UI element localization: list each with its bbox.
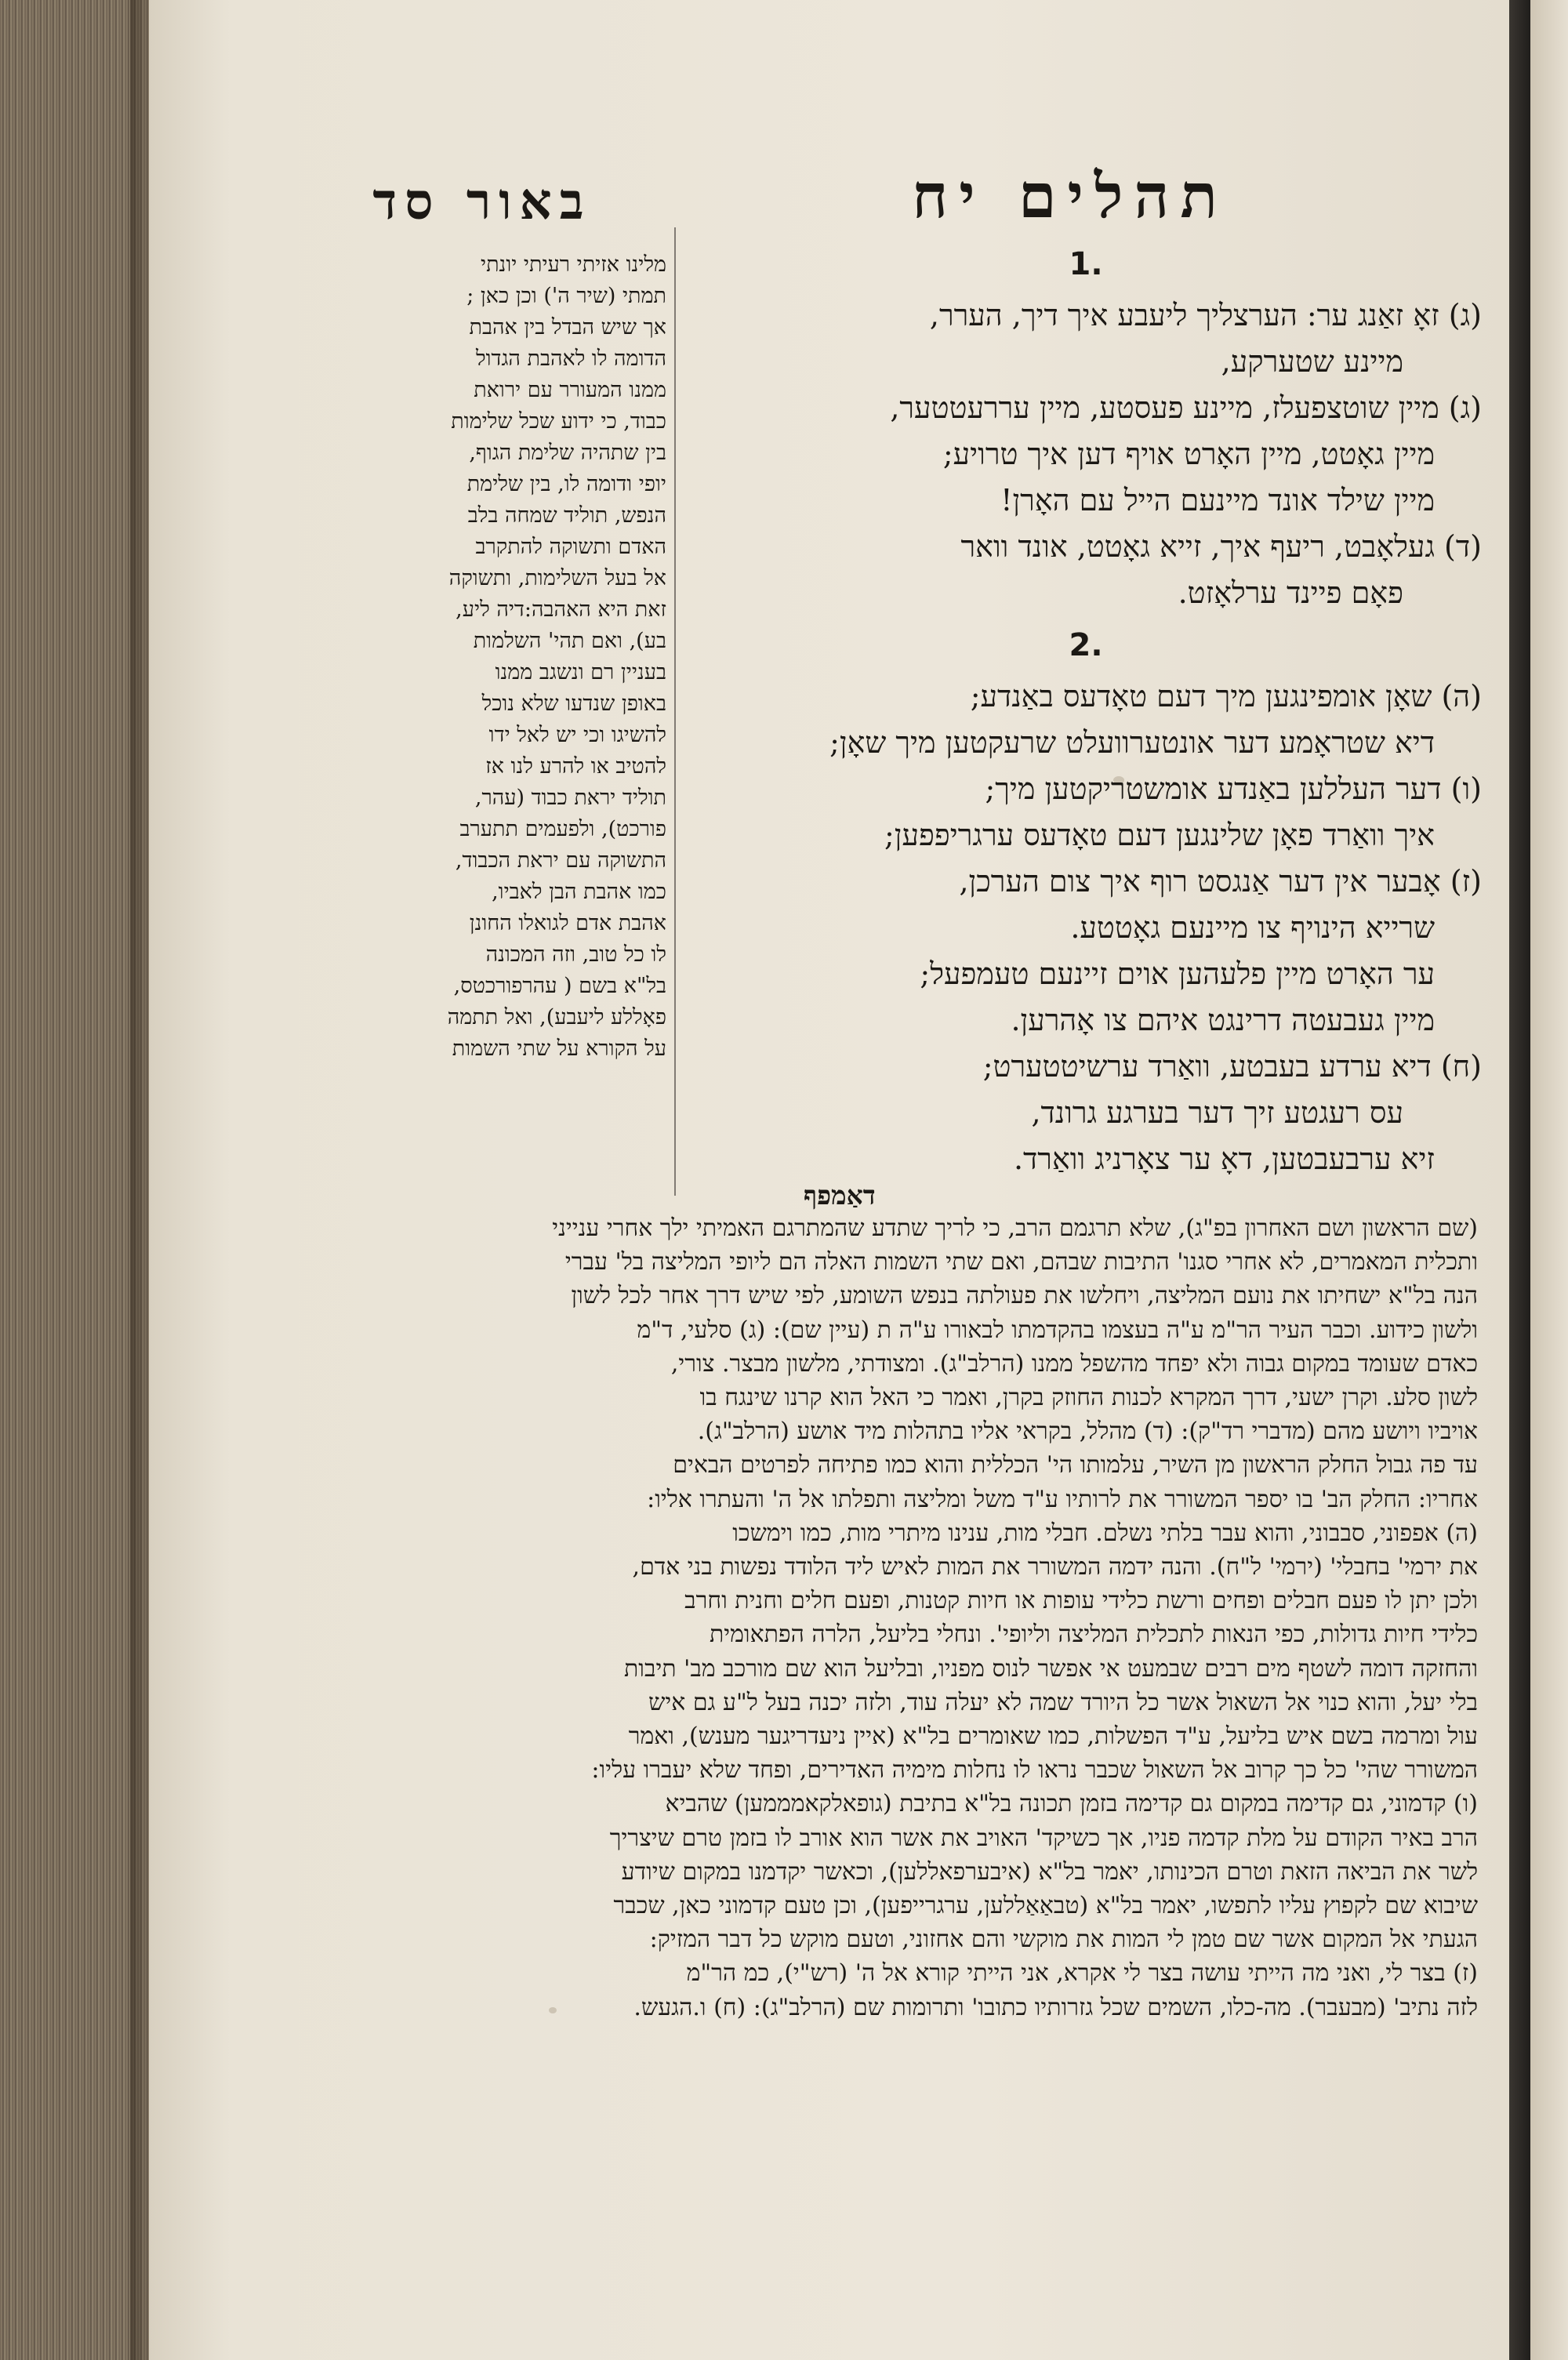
commentary-line: תמתי (שיר ה') וכן כאן ;: [466, 284, 666, 308]
verse-line: דיא שטראָמע דער אונטערוועלט שרעקטען מיך שאָן;: [829, 725, 1435, 760]
commentary-line: לשר את הביאה הזאת וטרם הכינותו, יאמר בל"א (איבערפאללען), וכאשר יקדמנו במקום שיודע: [621, 1857, 1478, 1886]
commentary-line: כלידי חיות גדולות, כפי הנאות לתכלית המליצה וליופי'. ונחלי בליעל, הלרה הפתאומית: [709, 1621, 1478, 1649]
commentary-line: (ז) בצר לי, ואני מה הייתי עושה בצר לי אקרא, אני הייתי קורא אל ה' (רש"י), כמ הר"מ: [686, 1959, 1478, 1988]
commentary-line: כאדם שעומד במקום גבוה ולא יפחד מהשפל ממנו (הרלב"ג). ומצודתי, מלשון מבצר. צורי,: [670, 1349, 1478, 1378]
section-number: 2.: [1069, 627, 1103, 663]
commentary-line: ממנו המעורר עם ירואת: [474, 378, 666, 402]
commentary-line: בין שתהיה שלימת הגוף,: [469, 441, 666, 465]
verse-line: שרייא הינויף צו מיינעם גאָטטע.: [1070, 910, 1435, 945]
running-title: תהלים יח: [912, 161, 1229, 232]
commentary-line: להטיב או להרע לנו אז: [485, 754, 666, 779]
verse-line: (ז) אָבער אין דער אַנגסט רוף איך צום הערכן,: [959, 864, 1482, 899]
verse-line: ער האָרט מיין פלעהען אוים זיינעם טעמפעל;: [920, 957, 1435, 991]
verse-line: (ח) דיא ערדע בעבטע, וואַרד ערשיטטערט;: [982, 1049, 1482, 1084]
commentary-line: לו כל טוב, וזה המכונה: [485, 942, 666, 967]
commentary-line: באופן שנדעו שלא נוכל: [481, 692, 666, 716]
verse-line: מיינע שטערקע,: [1221, 344, 1403, 379]
commentary-line: הרב באיר הקודם על מלת קדמה פניו, אך כשיקד' האויב את אשר הוא אורב לו בזמן טרם שיצריך: [609, 1824, 1478, 1852]
commentary-line: האדם ותשוקה להתקרב: [475, 535, 666, 559]
lower-commentary: [345, 1211, 1478, 2024]
commentary-line: (ה) אפפוני, סבבוני, והוא עבר בלתי נשלם. חבלי מות, ענינו מיתרי מות, כמו וימשכו: [732, 1519, 1478, 1547]
commentary-line: את ירמי' בחבלי' (ירמי' ל"ח). והנה ידמה המשורר את המות לאיש ליד הלודד נפשות בני אדם,: [632, 1553, 1478, 1581]
commentary-line: מלינו אזיתי רעיתי יונתי: [481, 252, 666, 277]
commentary-line: על הקורא על שתי השמות: [452, 1037, 666, 1061]
commentary-line: (ו) קדמוני, גם קדימה במקום גם קדימה בזמן תכונה בל"א בתיבת (גופאלקאמממען) שהביא: [665, 1790, 1478, 1818]
commentary-line: עד פה גבול החלק הראשון מן השיר, עלמותו הי' הכללית והוא כמו פתיחה לפרטים הבאים: [673, 1451, 1478, 1480]
verse-line: (ג) מיין שוטצפעלז, מיינע פעסטע, מיין עררעטטער,: [890, 390, 1482, 425]
verse-line: מיין שילד אונד מיינעם הייל עם האָרן!: [1000, 483, 1435, 517]
commentary-line: עול ומרמה בשם איש בליעל, ע"ד הפשלות, כמו שאומרים בל"א (איין ניעדריגער מענש), ואמר: [628, 1723, 1478, 1751]
side-commentary: [337, 249, 666, 1065]
verse-line: עס רעגטע זיך דער בערגע גרונד,: [1031, 1095, 1403, 1130]
verse-line: מיין גאָטט, מיין האָרט אויף דען איך טרויע;: [942, 437, 1435, 471]
commentary-line: כמו אהבת הבן לאביו,: [492, 880, 666, 904]
column-divider: [674, 227, 676, 1196]
main-text-column: [690, 235, 1482, 1182]
commentary-line: בע), ואם תהי' השלמות: [473, 629, 666, 653]
verse-line: איך וואַרד פאָן שלינגען דעם טאָדעס ערגריפפען;: [884, 818, 1435, 852]
verse-line: (ה) שאָן אומפינגען מיך דעם טאָדעס באַנדע;: [970, 679, 1482, 713]
verse-line: (ד) געלאָבט, ריעף איך, זייא גאָטט, אונד וואר: [960, 529, 1482, 564]
commentary-line: והחזקה דומה לשטף מים רבים שבמעט אי אפשר לנוס מפניו, ובליעל הוא שם מורכב מב' תיבות: [624, 1654, 1478, 1683]
commentary-line: כבוד, כי ידוע שכל שלימות: [451, 409, 666, 434]
commentary-line: ותכלית המאמרים, לא אחרי סגנו' התיבות שבהם, ואם שתי השמות האלה הם ליופי המליצה בל' עברי: [564, 1248, 1478, 1276]
commentary-line: (שם הראשון ושם האחרון בפ"ג), שלא תרגמם הרב, כי לריך שתדע שהמתרגם האמיתי ילך אחרי ענייני: [552, 1214, 1478, 1242]
verse-line: מיין געבעטה דרינגט איהם צו אָהרען.: [1011, 1003, 1435, 1037]
commentary-line: ולכן יתן לו פעם חבלים ופחים ורשת כלידי עופות או חיות קטנות, ופעם חלים וחנית וחרב: [684, 1587, 1478, 1615]
verse-line: זיא ערבעבטען, דאָ ער צאָרניג וואַרד.: [1013, 1142, 1435, 1176]
commentary-line: יופי ודומה לו, בין שלימת: [466, 472, 666, 496]
commentary-line: להשיגו וכי יש לאל ידו: [488, 723, 666, 747]
commentary-line: הנה בל"א ישחיתו את נועם המליצה, ויחלשו את פעולתה בנפש השומע, לפי שיש דרך אחר לכל לשון: [571, 1282, 1478, 1310]
commentary-line: לשון סלע. וקרן ישעי, דרך המקרא לכנות החוזק בקרן, ואמר כי האל הוא קרנו שינגח בו: [699, 1384, 1478, 1412]
commentary-line: הנפש, תוליד שמחה בלב: [467, 503, 666, 528]
section-number: 1.: [1069, 246, 1103, 282]
commentary-line: אל בעל השלימות, ותשוקה: [448, 566, 666, 590]
commentary-line: המשורר שהי' כל כך קרוב אל השאול שכבר נראו לו נחלות מימיה האדירים, ופחד שלא יעברו עליו:: [591, 1756, 1478, 1785]
commentary-line: הדומה לו לאהבת הגדול: [475, 347, 666, 371]
catchword: דאַמפף: [804, 1180, 876, 1211]
verse-line: (ג) זאָ זאַנג ער: הערצליך ליעבע איך דיך, הערר,: [929, 298, 1482, 332]
commentary-line: ולשון כידוע. וכבר העיר הר"מ ע"ה בעצמו בהקדמתו לבאורו ע"ה ת (עיין שם): (ג) סלעי, ד"מ: [637, 1316, 1478, 1344]
commentary-line: התשוקה עם יראת הכבוד,: [455, 848, 666, 873]
commentary-line: אויביו ויושע מהם (מדברי רד"ק): (ד) מהלל, בקראי אליו בתהלות מיד אושע (הרלב"ג).: [697, 1418, 1478, 1446]
commentary-line: אהבת אדם לגואלו החונן: [469, 911, 666, 935]
commentary-line: שיבוא שם לקפוץ עליו לתפשו, יאמר בל"א (טבאַאַללען, ערגרייפען), וכן טעם קדמוני כאן, שכבר: [613, 1892, 1478, 1920]
verse-line: (ו) דער העללען באַנדע אומשטריקטען מיך;: [985, 772, 1482, 806]
commentary-line: תוליד יראת כבוד (עהר,: [474, 786, 666, 810]
commentary-line: זאת היא האהבה:דיה ליע,: [456, 597, 666, 622]
book-page-edges: [0, 0, 149, 2360]
commentary-line: פורכט), ולפעמים תתערב: [459, 817, 666, 841]
commentary-line: אחריו: החלק הב' בו יספר המשורר את לרותיו ע"ד משל ומליצה ותפלתו אל ה' והעתרו אליו:: [647, 1485, 1478, 1513]
commentary-line: הגעתי אל המקום אשר שם טמן לי המות את מוקשי והם אחזוני, וטעם מוקש כל דבר המזיק:: [649, 1926, 1478, 1954]
next-page-edge: [1530, 0, 1568, 2360]
commentary-line: אך שיש הבדל בין אהבת: [469, 315, 666, 339]
commentary-line: בעניין רם ונשגב ממנו: [495, 660, 666, 684]
verse-line: פאָם פיינד ערלאָזט.: [1178, 575, 1403, 610]
page-label: באור סד: [372, 172, 592, 231]
commentary-line: לזה נתיב' (מבעבר). מה-כלו, השמים שכל גזרותיו כתובו' ותרומות שם (הרלב"ג): (ח) ו.הגעש.: [633, 1993, 1478, 2021]
commentary-line: בלי יעל, והוא כנוי אל השאול אשר כל היורד שמה לא יעלה עוד, ולזה יכנה בעל ל"ע גם איש: [648, 1688, 1478, 1716]
commentary-line: בל"א בשם ( עהרפורכטס,: [453, 974, 666, 998]
commentary-line: פאָללע ליעבע), ואל תתמה: [447, 1005, 666, 1029]
